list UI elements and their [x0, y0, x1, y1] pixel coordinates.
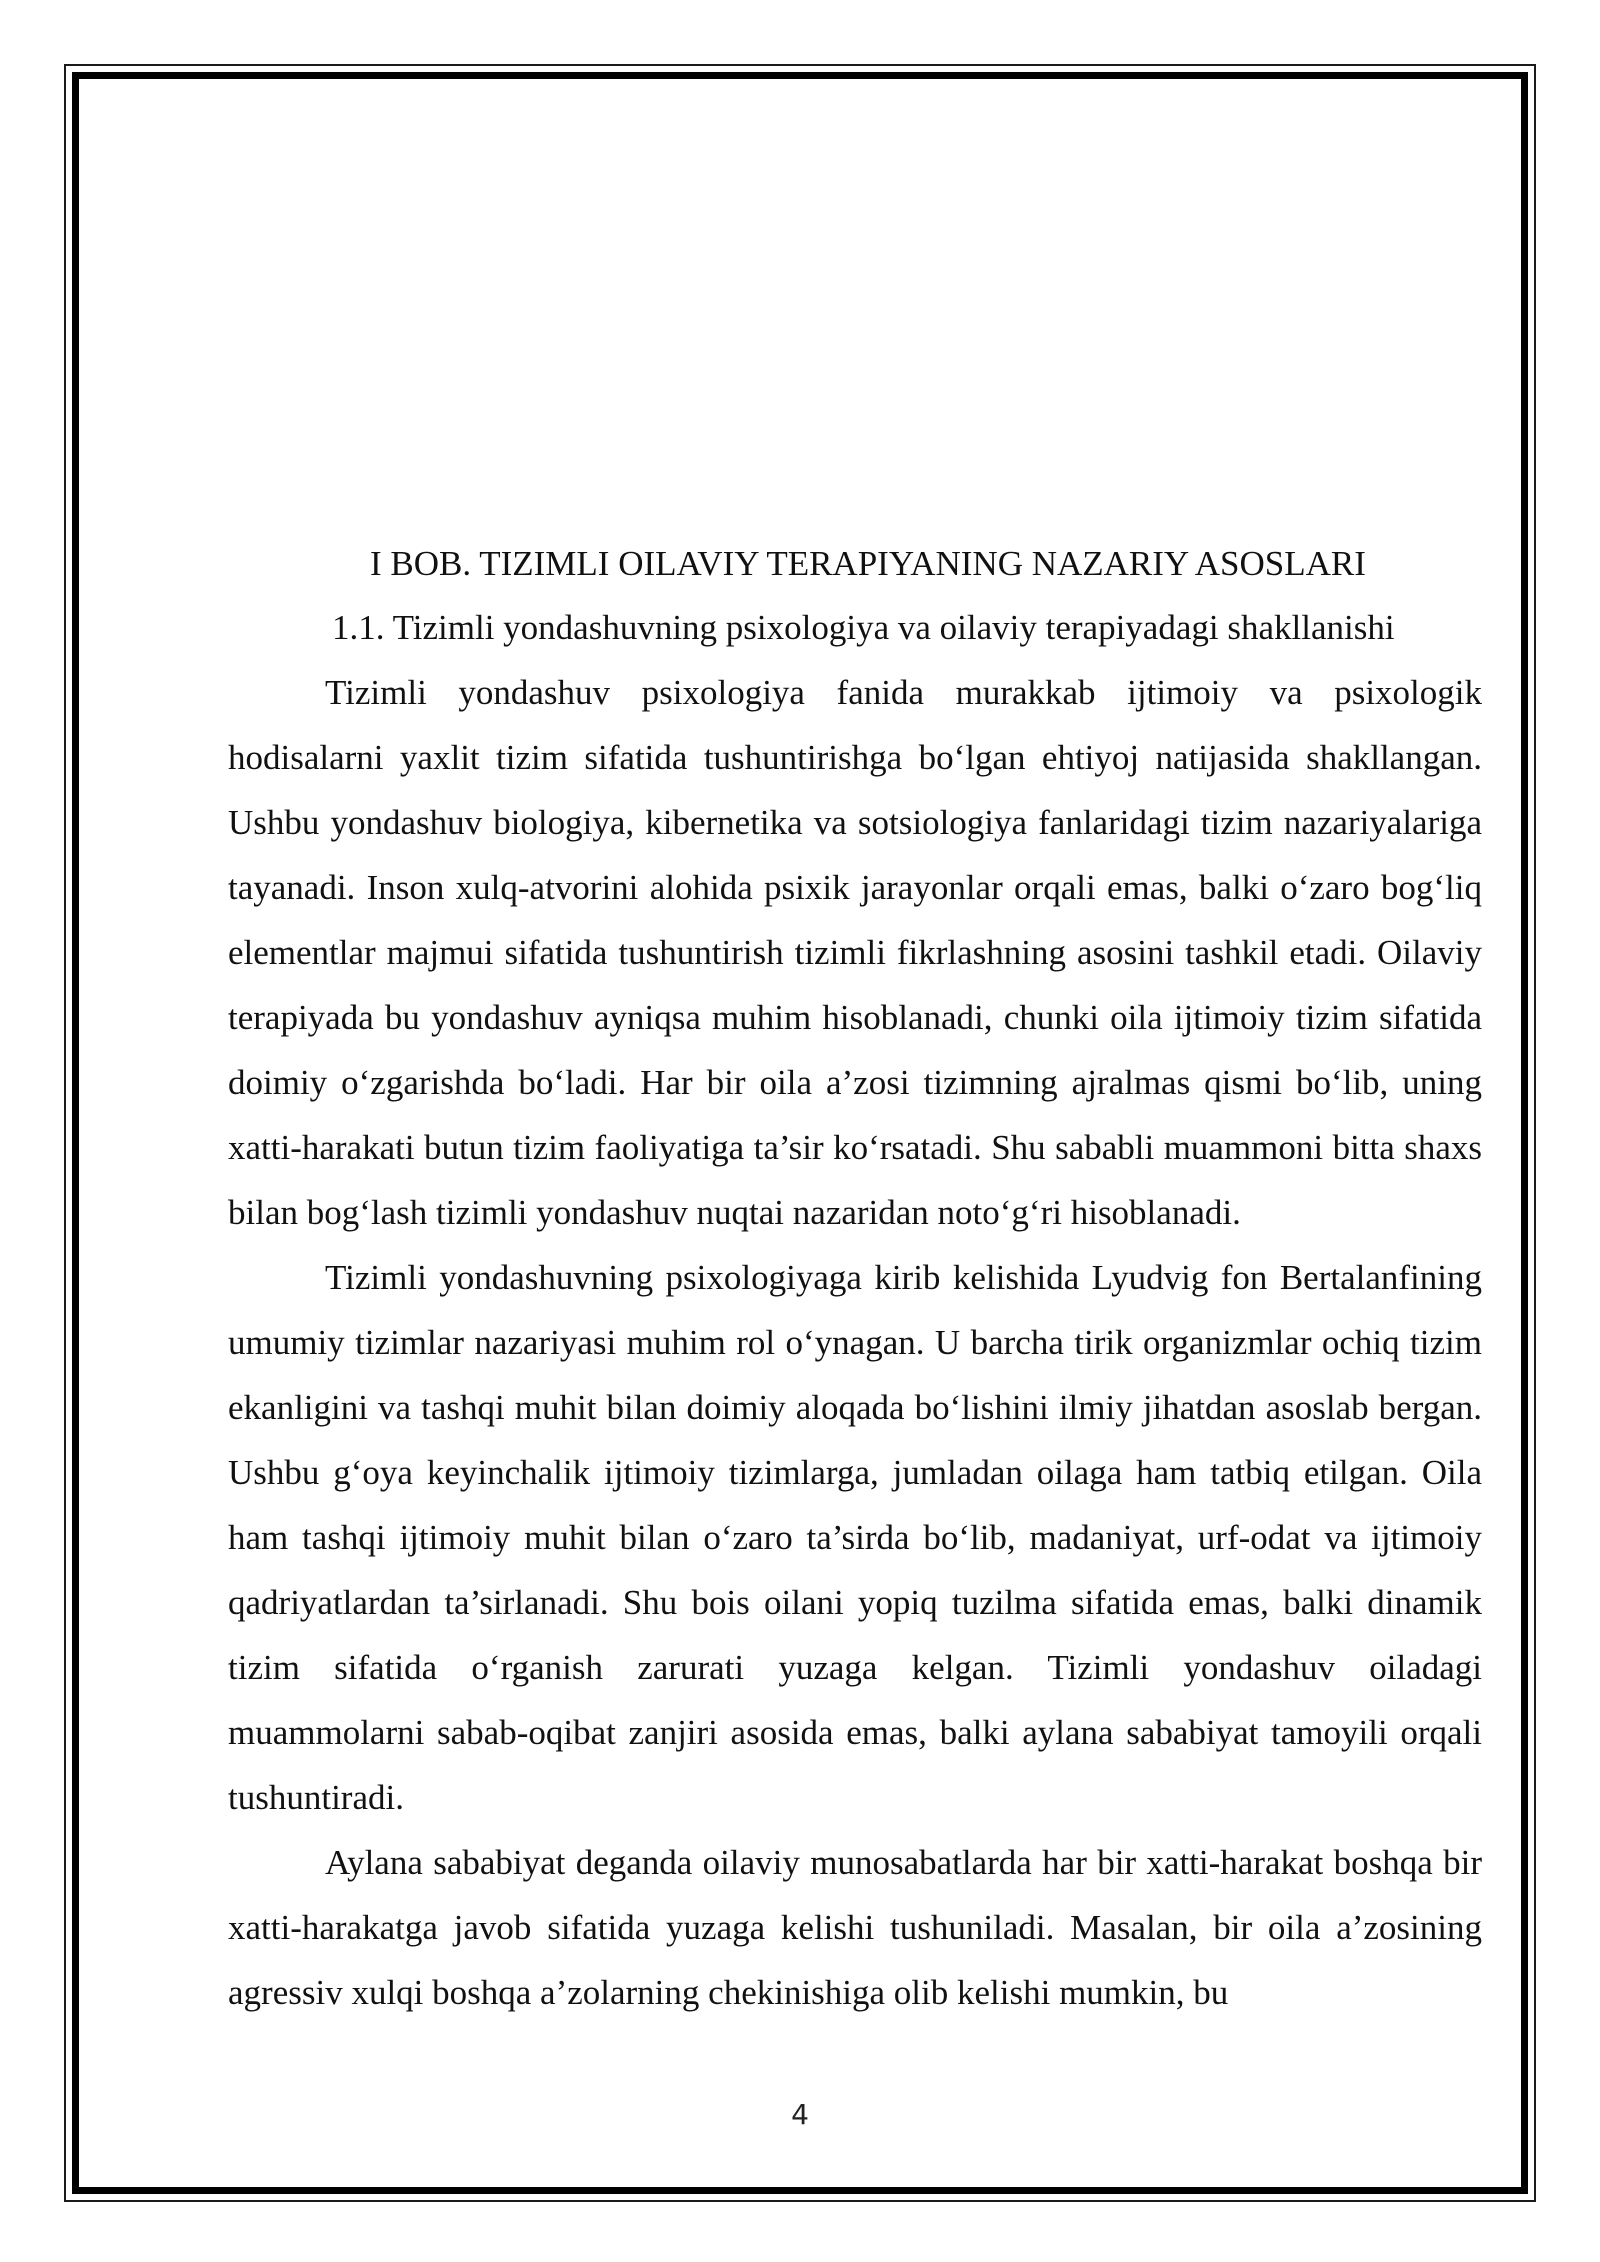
section-title: 1.1. Tizimli yondashuvning psixologiya va oilaviy terapiyadagi shakllanishi [332, 608, 1395, 647]
paragraph-2: Tizimli yondashuvning psixologiyaga kirib kelishida Lyudvig fon Bertalanfining umumiy tizimlar nazariyasi muhim rol o‘ynagan. U barcha tirik organizmlar ochiq tizim ekanligini va tashqi muhit bilan doimiy aloqada bo‘lishini ilmiy jihatdan asoslab bergan. Ushbu g‘oya keyinchalik ijtimoiy tizimlarga, jumladan oilaga ham tatbiq etilgan. Oila ham tashqi ijtimoiy muhit bilan o‘zaro ta’sirda bo‘lib, madaniyat, urf-odat va ijtimoiy qadriyatlardan ta’sirlanadi. Shu bois oilani yopiq tuzilma sifatida emas, balki dinamik tizim sifatida o‘rganish zarurati yuzaga kelgan. Tizimli yondashuv oiladagi muammolarni sabab-oqibat zanjiri asosida emas, balki aylana sababiyat tamoyili orqali tushuntiradi. [228, 1258, 1482, 1817]
paragraph-3: Aylana sababiyat deganda oilaviy munosabatlarda har bir xatti-harakat boshqa bir xatti-harakatga javob sifatida yuzaga kelishi tushuniladi. Masalan, bir oila a’zosining agressiv xulqi boshqa a’zolarning chekinishiga olib kelishi mumkin, bu [228, 1843, 1482, 2012]
chapter-title: I BOB. TIZIMLI OILAVIY TERAPIYANING NAZARIY ASOSLARI [370, 544, 1366, 583]
paragraph-1: Tizimli yondashuv psixologiya fanida murakkab ijtimoiy va psixologik hodisalarni yaxlit tizim sifatida tushuntirishga bo‘lgan ehtiyoj natijasida shakllangan. Ushbu yondashuv biologiya, kibernetika va sotsiologiya fanlaridagi tizim nazariyalariga tayanadi. Inson xulq-atvorini alohida psixik jarayonlar orqali emas, balki o‘zaro bog‘liq elementlar majmui sifatida tushuntirish tizimli fikrlashning asosini tashkil etadi. Oilaviy terapiyada bu yondashuv ayniqsa muhim hisoblanadi, chunki oila ijtimoiy tizim sifatida doimiy o‘zgarishda bo‘ladi. Har bir oila a’zosi tizimning ajralmas qismi bo‘lib, uning xatti-harakati butun tizim faoliyatiga ta’sir ko‘rsatadi. Shu sababli muammoni bitta shaxs bilan bog‘lash tizimli yondashuv nuqtai nazaridan noto‘g‘ri hisoblanadi. [228, 673, 1482, 1232]
page-number: 4 [791, 2098, 809, 2131]
document-body [228, 532, 1482, 2025]
